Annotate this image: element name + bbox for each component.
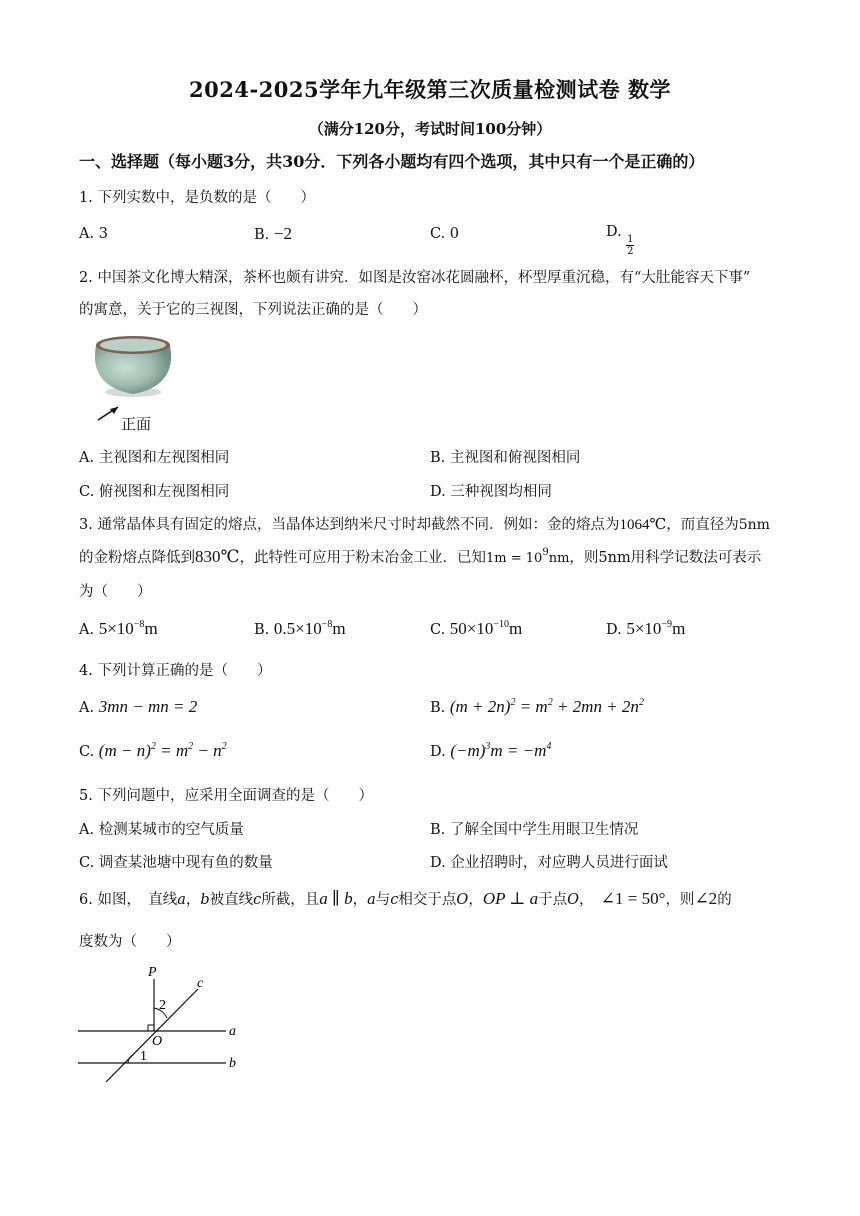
q1-option-c: C. 0	[430, 226, 460, 242]
label-a: a	[229, 1024, 236, 1039]
q3-option-c: C. $50\times 10^{-10}m$	[430, 619, 523, 638]
question-3-line1: 3. 通常晶体具有固定的熔点，当晶体达到纳米尺寸时却截然不同．例如：金的熔点为1064℃，而直径为5nm	[79, 517, 770, 533]
q1-option-b: B. −2	[254, 224, 292, 243]
q5-option-c: C. 调查某池塘中现有鱼的数量	[79, 855, 273, 871]
question-3-line2: 的金粉熔点降低到830℃，此特性可应用于粉末冶金工业．已知$1m = 10^9nm$，则5nm用科学记数法可表示	[79, 547, 762, 566]
q3-option-a: A. $5\times 10^{-8}m$	[79, 619, 158, 638]
q5-option-d: D. 企业招聘时，对应聘人员进行面试	[430, 855, 668, 871]
q1-option-d: D. $\frac{1}{2}$	[606, 224, 634, 257]
q2-option-b: B. 主视图和俯视图相同	[430, 450, 581, 466]
exam-info: （满分120分，考试时间100分钟）	[308, 120, 552, 138]
q2-option-c: C. 俯视图和左视图相同	[79, 484, 230, 500]
question-5-stem: 5. 下列问题中，应采用全面调查的是（ ）	[79, 788, 373, 804]
label-c: c	[197, 976, 204, 991]
question-2-line1: 2. 中国茶文化博大精深，茶杯也颇有讲究．如图是汝窑冰花圆融杯，杯型厚重沉稳，有“大肚能容天下事”	[79, 270, 751, 286]
cup-inside	[100, 339, 166, 352]
q5-option-b: B. 了解全国中学生用眼卫生情况	[430, 822, 639, 838]
label-b: b	[229, 1056, 236, 1071]
question-6-line1: 6. 如图， 直线a，b被直线c所截，且a ∥ b，a与c相交于点O，OP ⊥ a于点O， ∠1 = 50°，则∠2的	[79, 889, 732, 908]
q2-option-d: D. 三种视图均相同	[430, 484, 552, 500]
q4-option-d: D. $(-m)^3m = -m^4$	[430, 741, 552, 760]
q2-option-a: A. 主视图和左视图相同	[79, 450, 230, 466]
q1-option-a: A. 3	[79, 226, 108, 242]
label-o: O	[152, 1034, 163, 1049]
q3-option-d: D. $5\times 10^{-9}m$	[606, 619, 686, 638]
parallel-lines-figure	[70, 962, 250, 1087]
q4-option-a: A. 3mn − mn = 2	[79, 697, 198, 716]
label-p: P	[148, 965, 157, 980]
front-label: 正面	[121, 415, 152, 433]
q5-option-a: A. 检测某城市的空气质量	[79, 822, 244, 838]
question-2-line2: 的寓意，关于它的三视图，下列说法正确的是（ ）	[79, 302, 427, 318]
question-6-line2: 度数为（ ）	[79, 934, 181, 950]
q3-option-b: B. $0.5\times 10^{-8}m$	[254, 619, 346, 638]
question-1-stem: 1. 下列实数中，是负数的是（ ）	[79, 190, 315, 206]
question-4-stem: 4. 下列计算正确的是（ ）	[79, 663, 272, 679]
q4-option-b: B. $(m + 2n)^2 = m^2 + 2mn + 2n^2$	[430, 697, 644, 716]
label-angle-1: 1	[140, 1049, 147, 1064]
page-title: 2024-2025学年九年级第三次质量检测试卷 数学	[189, 77, 671, 102]
right-angle-mark	[148, 1025, 154, 1031]
label-angle-2: 2	[159, 998, 166, 1013]
q4-option-c: C. $(m - n)^2 = m^2 - n^2$	[79, 741, 227, 760]
question-3-line3: 为（ ）	[79, 584, 152, 600]
section-heading: 一、选择题（每小题3分，共30分．下列各小题均有四个选项，其中只有一个是正确的）	[79, 152, 705, 171]
